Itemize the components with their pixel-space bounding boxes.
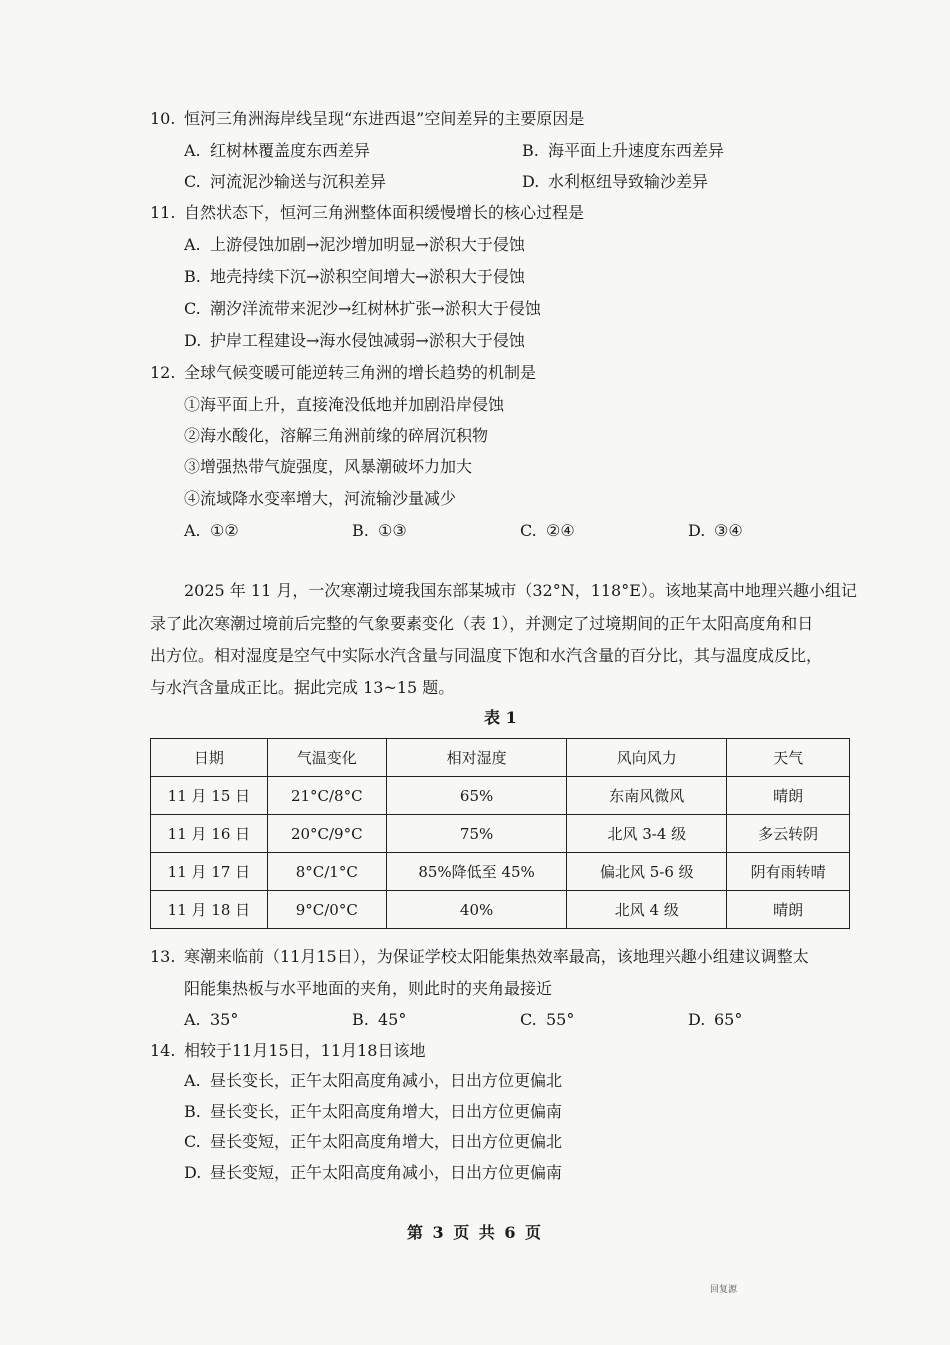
question-text: 自然状态下，恒河三角洲整体面积缓慢增长的核心过程是 xyxy=(184,203,585,222)
q11-option-d: D. 护岸工程建设→海水侵蚀减弱→淤积大于侵蚀 xyxy=(184,331,525,350)
question-12-stem xyxy=(150,362,536,384)
q10-option-d: D. 水利枢纽导致输沙差异 xyxy=(522,172,709,191)
intro-line-1: 2025 年 11 月，一次寒潮过境我国东部某城市（32°N，118°E）。该地某高中地理兴趣小组记 xyxy=(184,581,857,600)
table-header-row xyxy=(151,739,850,777)
table-header: 相对湿度 xyxy=(386,739,567,777)
table-row xyxy=(151,815,850,853)
table-cell: 9°C/0°C xyxy=(267,891,386,929)
question-text: 恒河三角洲海岸线呈现“东进西退”空间差异的主要原因是 xyxy=(184,109,585,128)
q10-option-c: C. 河流泥沙输送与沉积差异 xyxy=(184,172,387,191)
table-cell: 偏北风 5-6 级 xyxy=(567,853,727,891)
table-cell: 8°C/1°C xyxy=(267,853,386,891)
q14-option-a: A. 昼长变长，正午太阳高度角减小，日出方位更偏北 xyxy=(184,1071,563,1090)
q10-option-b: B. 海平面上升速度东西差异 xyxy=(522,141,725,160)
q10-option-a: A. 红树林覆盖度东西差异 xyxy=(184,141,371,160)
question-text: 全球气候变暖可能逆转三角洲的增长趋势的机制是 xyxy=(184,363,537,382)
q12-option-a: A. ①② xyxy=(184,521,239,540)
table-cell: 阴有雨转晴 xyxy=(727,853,850,891)
question-number: 13. xyxy=(150,947,176,966)
q11-option-a: A. 上游侵蚀加剧→泥沙增加明显→淤积大于侵蚀 xyxy=(184,235,525,254)
intro-line-2: 录了此次寒潮过境前后完整的气象要素变化（表 1），并测定了过境期间的正午太阳高度角和日 xyxy=(150,614,814,633)
weather-table xyxy=(150,738,850,929)
table-cell: 北风 4 级 xyxy=(567,891,727,929)
table-cell: 东南风微风 xyxy=(567,777,727,815)
q14-option-d: D. 昼长变短，正午太阳高度角减小，日出方位更偏南 xyxy=(184,1163,563,1182)
question-13-stem xyxy=(150,946,809,968)
question-number: 14. xyxy=(150,1041,176,1060)
table-cell: 65% xyxy=(386,777,567,815)
table-cell: 85%降低至 45% xyxy=(386,853,567,891)
q12-option-b: B. ①③ xyxy=(352,521,407,540)
table-cell: 11 月 15 日 xyxy=(151,777,268,815)
question-11-stem xyxy=(150,202,584,224)
table-header: 日期 xyxy=(151,739,268,777)
table-cell: 20°C/9°C xyxy=(267,815,386,853)
question-text: 寒潮来临前（11月15日），为保证学校太阳能集热效率最高，该地理兴趣小组建议调整太 xyxy=(184,947,809,966)
table-cell: 多云转阴 xyxy=(727,815,850,853)
q11-option-c: C. 潮汐洋流带来泥沙→红树林扩张→淤积大于侵蚀 xyxy=(184,299,541,318)
table-row xyxy=(151,853,850,891)
question-number: 11. xyxy=(150,203,176,222)
question-text: 相较于11月15日，11月18日该地 xyxy=(184,1041,426,1060)
page-footer: 第 3 页 共 6 页 xyxy=(406,1223,544,1242)
table-cell: 11 月 16 日 xyxy=(151,815,268,853)
q13-option-b: B. 45° xyxy=(352,1010,407,1029)
table-cell: 11 月 18 日 xyxy=(151,891,268,929)
intro-line-3: 出方位。相对湿度是空气中实际水汽含量与同温度下饱和水汽含量的百分比，其与温度成反比， xyxy=(150,646,823,665)
q13-option-c: C. 55° xyxy=(520,1010,575,1029)
q14-option-c: C. 昼长变短，正午太阳高度角增大，日出方位更偏北 xyxy=(184,1132,563,1151)
table-title: 表 1 xyxy=(484,708,517,727)
table-cell: 晴朗 xyxy=(727,777,850,815)
q11-option-b: B. 地壳持续下沉→淤积空间增大→淤积大于侵蚀 xyxy=(184,267,525,286)
table-cell: 11 月 17 日 xyxy=(151,853,268,891)
table-cell: 40% xyxy=(386,891,567,929)
table-header: 风向风力 xyxy=(567,739,727,777)
q14-option-b: B. 昼长变长，正午太阳高度角增大，日出方位更偏南 xyxy=(184,1102,563,1121)
table-cell: 75% xyxy=(386,815,567,853)
question-13-stem-cont: 阳能集热板与水平地面的夹角，则此时的夹角最接近 xyxy=(184,979,553,998)
table-cell: 晴朗 xyxy=(727,891,850,929)
question-number: 12. xyxy=(150,363,176,382)
q12-item-4: ④流域降水变率增大，河流输沙量减少 xyxy=(184,489,457,508)
table-cell: 北风 3-4 级 xyxy=(567,815,727,853)
table-header: 气温变化 xyxy=(267,739,386,777)
table-cell: 21°C/8°C xyxy=(267,777,386,815)
question-10-stem xyxy=(150,108,584,130)
table-header: 天气 xyxy=(727,739,850,777)
table-row xyxy=(151,777,850,815)
scan-watermark: 回复源 xyxy=(710,1285,738,1295)
q13-option-a: A. 35° xyxy=(184,1010,239,1029)
q12-option-c: C. ②④ xyxy=(520,521,575,540)
q12-item-1: ①海平面上升，直接淹没低地并加剧沿岸侵蚀 xyxy=(184,395,505,414)
question-number: 10. xyxy=(150,109,176,128)
q13-option-d: D. 65° xyxy=(688,1010,743,1029)
table-row xyxy=(151,891,850,929)
question-14-stem xyxy=(150,1040,425,1062)
q12-item-2: ②海水酸化，溶解三角洲前缘的碎屑沉积物 xyxy=(184,426,489,445)
intro-line-4: 与水汽含量成正比。据此完成 13~15 题。 xyxy=(150,678,455,697)
q12-option-d: D. ③④ xyxy=(688,521,743,540)
q12-item-3: ③增强热带气旋强度，风暴潮破坏力加大 xyxy=(184,457,473,476)
